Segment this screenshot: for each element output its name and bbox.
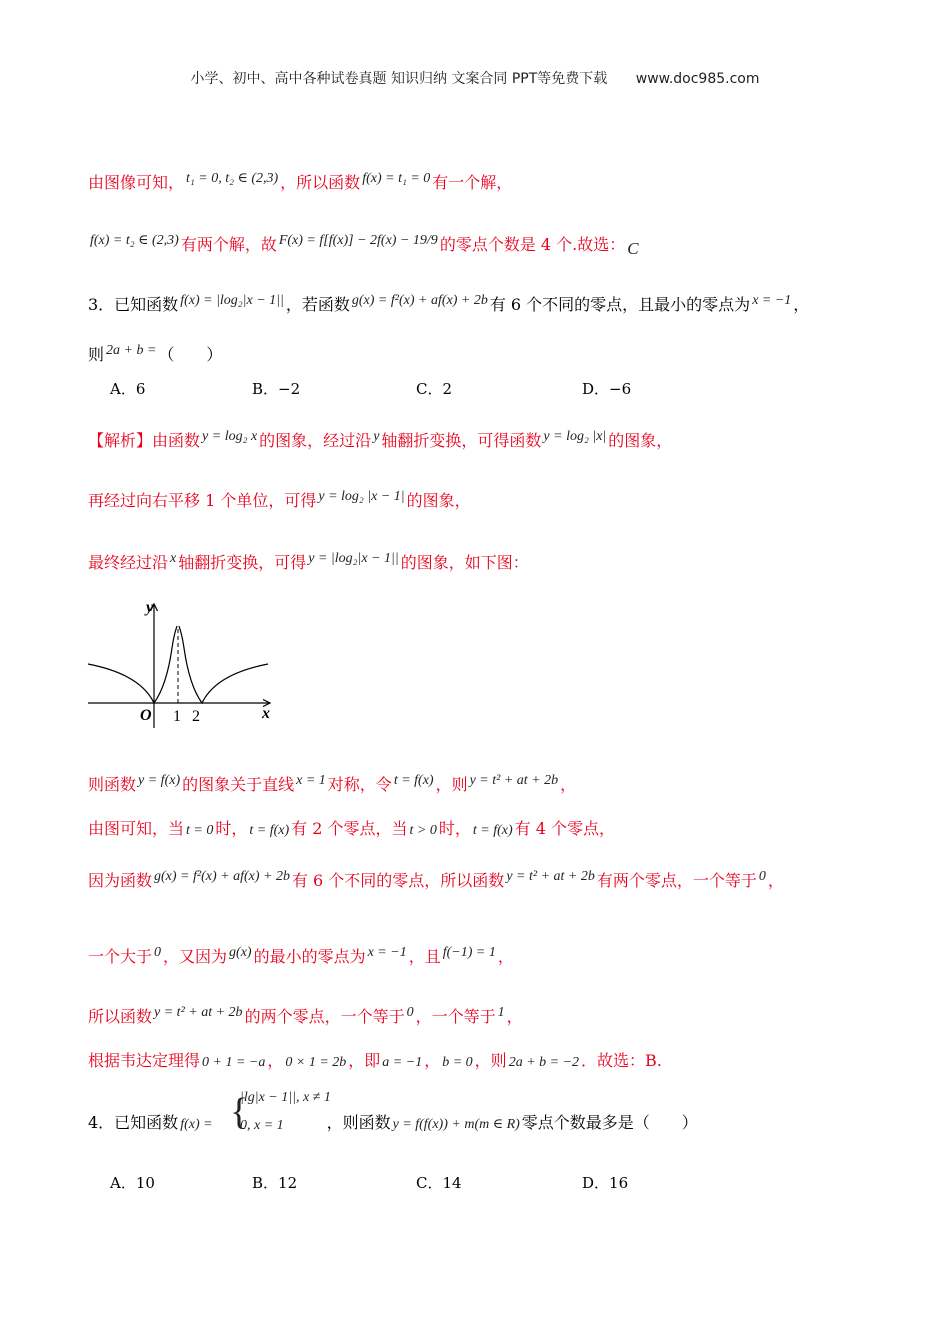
solution-line-1 <box>88 426 672 452</box>
text: 有 2 个零点，当 <box>291 819 408 838</box>
text: 有 6 个不同的零点，所以函数 <box>291 871 505 890</box>
y-axis-label: y <box>146 599 154 616</box>
text: （ ） <box>158 345 223 364</box>
formula: g(x) = f²(x) + af(x) + 2b <box>351 293 488 308</box>
formula: y = log₂ |x| <box>543 429 607 444</box>
origin-label: O <box>140 707 152 724</box>
prev-line-2 <box>88 230 641 260</box>
formula: f(x) = |log₂|x − 1|| <box>180 293 284 308</box>
answer-letter: C <box>627 239 639 258</box>
formula: t = f(x) <box>472 823 513 838</box>
formula: 0 <box>406 1005 414 1020</box>
function-graph <box>84 596 284 730</box>
text: ，又因为 <box>163 947 228 966</box>
text: ，一个等于 <box>415 1007 496 1026</box>
text: 的最小的零点为 <box>253 947 366 966</box>
x-axis-label: x <box>262 705 270 722</box>
curve-right <box>179 626 268 703</box>
text: ，且 <box>408 947 441 966</box>
formula: b = 0 <box>442 1055 473 1070</box>
header-url[interactable]: www.doc985.com <box>635 71 760 87</box>
text: ，即 <box>348 1051 381 1070</box>
text: ， <box>560 775 577 794</box>
text: 时， <box>215 819 248 838</box>
text: 则 <box>88 345 105 364</box>
question-3-stem <box>88 290 809 316</box>
solution-line-9 <box>88 1050 662 1074</box>
formula: y = f(f(x)) + m(m ∈ R) <box>392 1117 520 1132</box>
formula: y = log₂ |x − 1| <box>318 489 405 504</box>
formula: t = f(x) <box>249 823 290 838</box>
q4-option-d[interactable]: D．16 <box>582 1174 629 1192</box>
formula: t = 0 <box>186 823 214 838</box>
piecewise-brace: { <box>230 1091 249 1133</box>
prev-line-1 <box>88 168 512 194</box>
formula: 2a + b = <box>106 343 157 358</box>
solution-line-6 <box>88 866 784 892</box>
text: 有 6 个不同的零点，且最小的零点为 <box>489 295 751 314</box>
text: 的图象，经过沿 <box>259 431 372 450</box>
formula: f(−1) = 1 <box>442 945 496 960</box>
formula: y = f(x) <box>138 773 181 788</box>
text: 根据韦达定理得 <box>88 1051 201 1070</box>
header-text: 小学、初中、高中各种试卷真题 知识归纳 文案合同 PPT等免费下载 <box>190 71 608 87</box>
option-c[interactable]: C．2 <box>416 380 453 398</box>
formula: 0 <box>154 945 162 960</box>
formula: 1 <box>497 1005 505 1020</box>
text: 的图象，如下图： <box>400 553 529 572</box>
solution-tag: 【解析】 <box>88 431 153 450</box>
text: ，所以函数 <box>280 173 361 192</box>
text: 有一个解， <box>432 173 513 192</box>
text: 有两个零点，一个等于 <box>596 871 757 890</box>
q4-option-b[interactable]: B．12 <box>252 1174 298 1192</box>
formula: a = −1 <box>382 1055 423 1070</box>
text: 的图象， <box>406 491 471 510</box>
tick-label-2: 2 <box>192 708 200 725</box>
text: 由图像可知， <box>88 173 185 192</box>
text: 的图象， <box>608 431 673 450</box>
formula: g(x) <box>229 945 252 960</box>
text: 零点个数最多是（ ） <box>521 1113 698 1132</box>
text: ．故选：B. <box>581 1051 662 1070</box>
text: 由图可知，当 <box>88 819 185 838</box>
formula: x = 1 <box>296 773 326 788</box>
page-header <box>0 68 950 88</box>
solution-line-2 <box>88 486 471 512</box>
formula: y <box>373 429 380 444</box>
text: 对称，令 <box>327 775 392 794</box>
formula: f(x) = t₁ = 0 <box>362 171 431 186</box>
formula: t = f(x) <box>393 773 434 788</box>
formula: 0 × 1 = 2b <box>285 1055 347 1070</box>
formula: x = −1 <box>367 945 407 960</box>
question-3-ask <box>88 340 222 366</box>
text: 4．已知函数 <box>88 1113 179 1132</box>
q4-option-a[interactable]: A．10 <box>110 1174 155 1192</box>
text: ， <box>793 295 810 314</box>
solution-line-4 <box>88 770 576 796</box>
text: 因为函数 <box>88 871 153 890</box>
text: ， <box>767 871 784 890</box>
text: 由函数 <box>152 431 201 450</box>
text: ，则 <box>474 1051 507 1070</box>
solution-line-7 <box>88 942 514 968</box>
text: 再经过向右平移 1 个单位，可得 <box>88 491 317 510</box>
piecewise-case-2: 0, x = 1 <box>240 1118 284 1133</box>
text: ， <box>267 1051 284 1070</box>
formula: x = −1 <box>752 293 792 308</box>
formula: y = t² + at + 2b <box>506 869 595 884</box>
text: ， <box>497 947 514 966</box>
text: ，则 <box>435 775 468 794</box>
q4-option-c[interactable]: C．14 <box>416 1174 462 1192</box>
option-a[interactable]: A．6 <box>110 380 146 398</box>
solution-line-5 <box>88 818 615 842</box>
piecewise-case-1: |lg|x − 1||, x ≠ 1 <box>240 1090 331 1105</box>
text: 的两个零点，一个等于 <box>244 1007 405 1026</box>
formula: y = log₂ x <box>202 429 258 444</box>
formula: t > 0 <box>409 823 437 838</box>
text: ，则函数 <box>326 1113 391 1132</box>
question-4-stem <box>88 1112 698 1136</box>
text: ， <box>424 1051 441 1070</box>
solution-line-3 <box>88 548 529 574</box>
text: 轴翻折变换，可得函数 <box>381 431 542 450</box>
text: 则函数 <box>88 775 137 794</box>
formula: g(x) = f²(x) + af(x) + 2b <box>154 869 290 884</box>
formula: 2a + b = −2 <box>508 1055 580 1070</box>
formula: f(x) = <box>180 1117 213 1132</box>
formula: y = |log₂|x − 1|| <box>308 551 399 566</box>
formula: x <box>170 551 177 566</box>
text: 最终经过沿 <box>88 553 169 572</box>
option-d[interactable]: D．−6 <box>582 380 632 398</box>
tick-label-1: 1 <box>173 708 181 725</box>
formula: y = t² + at + 2b <box>469 773 559 788</box>
text: 有 4 个零点， <box>514 819 615 838</box>
text: 时， <box>438 819 471 838</box>
text: 3．已知函数 <box>88 295 179 314</box>
option-b[interactable]: B．−2 <box>252 380 301 398</box>
text: 的图象关于直线 <box>182 775 295 794</box>
text: 的零点个数是 4 个.故选： <box>439 235 626 254</box>
text: ， <box>506 1007 523 1026</box>
formula: y = t² + at + 2b <box>154 1005 243 1020</box>
formula: f(x) = t₂ ∈ (2,3) <box>90 233 179 248</box>
text: 一个大于 <box>88 947 153 966</box>
formula: 0 + 1 = −a <box>202 1055 266 1070</box>
text: 轴翻折变换，可得 <box>178 553 307 572</box>
solution-line-8 <box>88 1002 523 1028</box>
formula: F(x) = f[f(x)] − 2f(x) − 19/9 <box>278 233 438 248</box>
text: ，若函数 <box>285 295 350 314</box>
curve-left <box>88 626 177 703</box>
formula: 0 <box>758 869 766 884</box>
text: 有两个解，故 <box>180 235 277 254</box>
text: 所以函数 <box>88 1007 153 1026</box>
formula: t₁ = 0, t₂ ∈ (2,3) <box>186 171 279 186</box>
